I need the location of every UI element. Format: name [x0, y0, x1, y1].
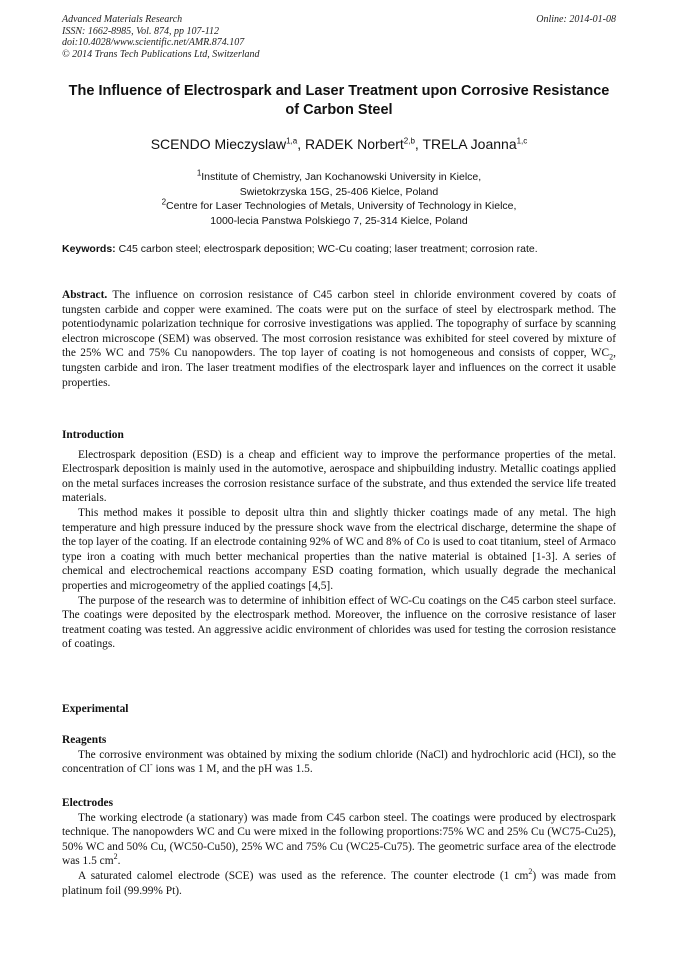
introduction-paragraph-2: This method makes it possible to deposit ultra thin and slightly thicker coatings made of any metal. The high temperature and high pressure induced by the pressure shock wave from the electrical discharge, determine the shape of the top layer of the coating. If an electrode containing 92% of WC and 8% of Co is used to coat titanium, steel of Armaco type iron a coating with much better mechanical properties than the native material is obtained [1-3]. A series of chemical and electrochemical reactions accompany ESD coating formation, which usually degrade the mechanical properties and microgeometry of the applied coatings [4,5].	[62, 506, 616, 592]
electrodes-text: A saturated calomel electrode (SCE) was used as the reference. The counter electrode (1 cm	[78, 869, 529, 882]
affiliation-marker: 2	[161, 197, 167, 207]
keywords-text: C45 carbon steel; electrospark deposition; WC-Cu coating; laser treatment; corrosion rate.	[118, 243, 538, 255]
keywords	[62, 242, 616, 256]
electrodes-text-end: .	[117, 855, 121, 868]
journal-issn: ISSN: 1662-8985, Vol. 874, pp 107-112	[62, 25, 220, 37]
abstract-label: Abstract.	[62, 289, 108, 301]
affiliations	[62, 170, 616, 228]
electrodes-paragraph-1	[62, 811, 616, 869]
author-separator: ,	[414, 136, 423, 152]
author-list	[62, 135, 616, 153]
affiliation-marker: 1	[196, 168, 202, 178]
journal-doi: doi:10.4028/www.scientific.net/AMR.874.107	[62, 37, 245, 48]
electrodes-text: The working electrode (a stationary) was made from C45 carbon steel. The coatings were produced by electrospark technique. The nanopowders WC and Cu were mixed in the following proportions:75% WC and 25% Cu (WC75-Cu25), 50% WC and 50% Cu, (WC50-Cu50), 25% WC and 75% Cu (WC25-Cu75). The geometric surface area of the electrode was 1.5 cm	[62, 811, 616, 868]
author-name: RADEK Norbert	[304, 136, 404, 152]
author-superscript: 1,a	[286, 136, 298, 146]
introduction-section	[62, 428, 616, 652]
electrodes-paragraph-2	[62, 869, 616, 898]
affiliation-2-address: 1000-lecia Panstwa Polskiego 7, 25-314 Kielce, Poland	[210, 214, 468, 227]
reagents-text: The corrosive environment was obtained by mixing the sodium chloride (NaCl) and hydrochloric acid (HCl), so the concentration of Cl	[62, 748, 616, 776]
author-superscript: 2,b	[403, 136, 415, 146]
author-separator: ,	[297, 136, 305, 152]
journal-copyright: © 2014 Trans Tech Publications Ltd, Switzerland	[62, 48, 260, 60]
experimental-heading: Experimental	[62, 703, 129, 715]
electrodes-heading: Electrodes	[62, 797, 114, 809]
reagents-text-end: ions was 1 M, and the pH was 1.5.	[152, 763, 313, 776]
online-date: Online: 2014-01-08	[536, 14, 616, 25]
paper-title: The Influence of Electrospark and Laser Treatment upon Corrosive Resistance of Carbon Steel	[68, 83, 610, 118]
introduction-paragraph-3: The purpose of the research was to determine of inhibition effect of WC-Cu coatings on the C45 carbon steel surface. The coatings were deposited by the electrospark method. Moreover, the influence on the corrosive resistance of laser treatment coating was tested. An aggressive acidic environment of chlorides was used for testing the corrosion resistance of coatings.	[62, 594, 616, 651]
affiliation-1-address: Swietokrzyska 15G, 25-406 Kielce, Poland	[239, 185, 439, 198]
author-name: SCENDO Mieczyslaw	[150, 136, 287, 152]
experimental-section	[62, 702, 616, 717]
abstract	[62, 288, 616, 390]
journal-header	[62, 14, 616, 60]
electrodes-text-end: ) was made from platinum foil (99.99% Pt).	[62, 869, 617, 897]
introduction-heading: Introduction	[62, 429, 124, 441]
affiliation-line: Centre for Laser Technologies of Metals, University of Technology in Kielce,	[166, 200, 517, 213]
reagents-section	[62, 733, 616, 777]
author-superscript: 1,c	[516, 136, 528, 146]
electrodes-section	[62, 796, 616, 898]
affiliation-line: Institute of Chemistry, Jan Kochanowski University in Kielce,	[201, 171, 482, 183]
journal-name: Advanced Materials Research	[62, 14, 183, 25]
author-name: TRELA Joanna	[422, 136, 517, 152]
abstract-subscript: 2	[609, 352, 614, 362]
reagents-paragraph	[62, 748, 616, 777]
introduction-paragraph-1: Electrospark deposition (ESD) is a cheap and efficient way to improve the performance properties of the metal. Electrospark deposition is mainly used in the automotive, aerospace and shipbuilding industry. Metallic coatings applied on the metal surfaces increases the corrosion resistance surface of the substrate, and thus extended the service life treated materials.	[62, 448, 616, 505]
reagents-heading: Reagents	[62, 734, 107, 746]
abstract-text-end: , tungsten carbide and iron. The laser treatment modifies of the electrospark layer and influences on the correct it usable properties.	[62, 347, 616, 389]
affiliation-2	[62, 199, 616, 214]
keywords-label: Keywords:	[62, 243, 116, 255]
abstract-text: The influence on corrosion resistance of C45 carbon steel in chloride environment covered by coats of tungsten carbide and copper were examined. The coats were put on the surface of steel by electrospark method. The potentiodynamic polarization technique for corrosive investigations was applied. The topography of surface by scanning electron microscope (SEM) was observed. The most corrosion resistance was exhibited for steel covered by mixture of the 25% WC and 75% Cu nanopowders. The top layer of coating is not homogeneous and consists of copper, WC	[62, 289, 616, 360]
affiliation-1	[62, 170, 616, 185]
chloride-superscript: -	[149, 760, 153, 770]
unit-superscript: 2	[113, 852, 118, 862]
unit-superscript: 2	[528, 867, 533, 877]
